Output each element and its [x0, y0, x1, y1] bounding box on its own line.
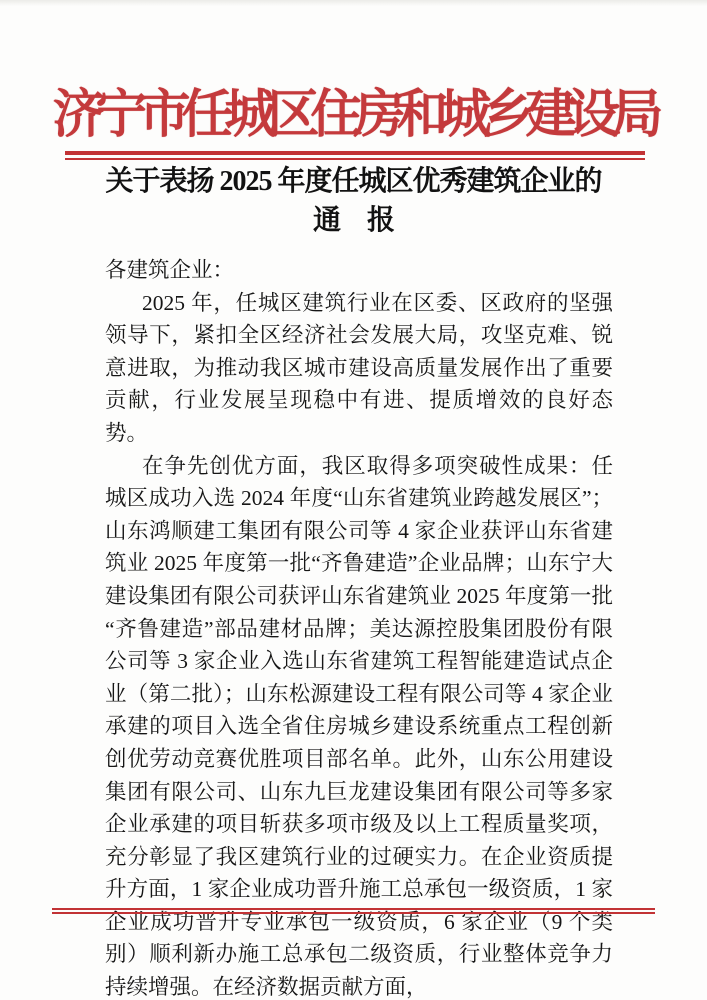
body-paragraph-2: 在争先创优方面，我区取得多项突破性成果：任城区成功入选 2024 年度“山东省建筑业跨越发展区”；山东鸿顺建工集团有限公司等 4 家企业获评山东省建筑业 2025 年度第一批“齐鲁建造”企业品牌；山东宁大建设集团有限公司获评山东省建筑业 2025 年度第一批“齐鲁建造”部品建材品牌；美达源控股集团股份有限公司等 3 家企业入选山东省建筑工程智能建造试点企业（第二批）；山东松源建设工程有限公司等 4 家企业承建的项目入选全省住房城乡建设系统重点工程创新创优劳动竞赛优胜项目部名单。此外，山东公用建设集团有限公司、山东九巨龙建设集团有限公司等多家企业承建的项目斩获多项市级及以上工程质量奖项，充分彰显了我区建筑行业的过硬实力。在企业资质提升方面，1 家企业成功晋升施工总承包一级资质，1 家企业成功晋升专业承包一级资质，6 家企业（9 个类别）顺利新办施工总承包二级资质，行业整体竞争力持续增强。在经济数据贡献方面，	[105, 453, 613, 1000]
document-title-line2: 通 报	[312, 205, 394, 236]
document-body	[105, 254, 613, 1000]
body-paragraph-1: 2025 年，任城区建筑行业在区委、区政府的坚强领导下，紧扣全区经济社会发展大局，攻坚克难、锐意进取，为推动我区城市建设高质量发展作出了重要贡献，行业发展呈现稳中有进、提质增效的良好态势。	[105, 290, 613, 445]
issuing-agency-header: 济宁市任城区住房和城乡建设局	[52, 87, 655, 144]
red-footer-separator-line	[52, 908, 655, 914]
red-header-separator-line	[65, 151, 645, 160]
document-title	[50, 162, 657, 240]
salutation-line: 各建筑企业：	[105, 258, 235, 282]
document-title-line1: 关于表扬 2025 年度任城区优秀建筑企业的	[105, 166, 602, 197]
scan-artifact-top-edge	[0, 0, 707, 6]
